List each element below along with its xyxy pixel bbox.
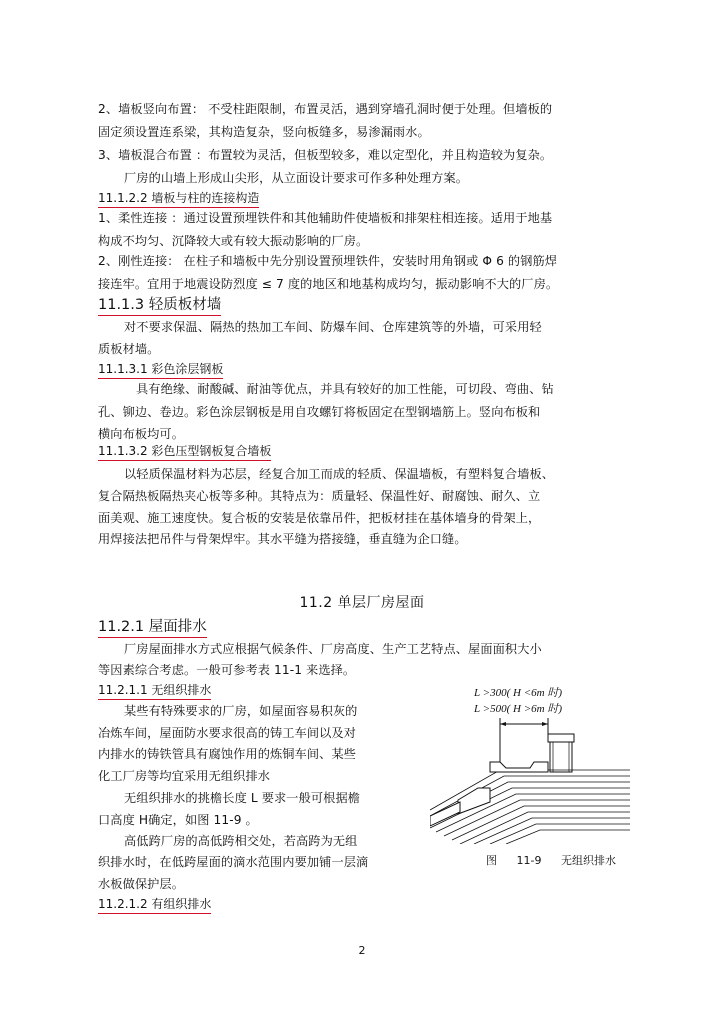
- text-line: 3、墙板混合布置 ：布置较为灵活，但板型较多，难以定型化，并且构造较为复杂。: [98, 148, 553, 162]
- text-line: 横向布板均可。: [98, 427, 185, 441]
- figure-caption: 图 11-9 无组织排水: [486, 854, 616, 867]
- text-line: 2、刚性连接： 在柱子和墙板中先分别设置预埋铁件，安装时用角钢或 Φ 6 的钢筋焊: [98, 254, 558, 268]
- text-line: 固定须设置连系梁，其构造复杂，竖向板缝多，易渗漏雨水。: [98, 125, 430, 139]
- subsection-heading-11-1-3-2: 11.1.3.2 彩色压型钢板复合墙板: [98, 443, 271, 461]
- text-line: 孔、铆边、卷边。彩色涂层钢板是用自攻螺钉将板固定在型钢墙筋上。竖向布板和: [98, 405, 541, 419]
- section-title-11-2: 11.2 单层厂房屋面: [299, 595, 425, 611]
- text-line: 以轻质保温材料为芯层，经复合加工而成的轻质、保温墙板，有塑料复合墙板、: [124, 467, 555, 481]
- text-line: 内排水的铸铁管具有腐蚀作用的炼铜车间、某些: [98, 747, 357, 761]
- subsection-heading-11-2-1-2: 11.2.1.2 有组织排水: [98, 896, 211, 914]
- text-line: 冶炼车间，屋面防水要求很高的铸工车间以及对: [98, 726, 357, 740]
- figure-label-2: L >500( H >6m 时): [474, 703, 562, 715]
- text-line: 织排水时，在低跨屋面的滴水范围内要加铺一层滴: [98, 855, 369, 869]
- text-line: 2、墙板竖向布置： 不受柱距限制，布置灵活，遇到穿墙孔洞时便于处理。但墙板的: [98, 102, 553, 116]
- subsection-heading-11-2-1-1: 11.2.1.1 无组织排水: [98, 682, 211, 700]
- section-heading-11-2-1: 11.2.1 屋面排水: [98, 618, 207, 638]
- section-heading-11-1-3: 11.1.3 轻质板材墙: [98, 296, 221, 316]
- text-line: 厂房屋面排水方式应根据气候条件、厂房高度、生产工艺特点、屋面面积大小: [124, 642, 542, 656]
- text-line: 某些有特殊要求的厂房，如屋面容易积灰的: [124, 704, 358, 718]
- text-line: 厂房的山墙上形成山尖形，从立面设计要求可作多种处理方案。: [124, 171, 469, 185]
- page-number: 2: [358, 944, 366, 957]
- text-line: 口高度 H确定，如图 11-9 。: [98, 813, 258, 827]
- text-line: 具有绝缘、耐酸碱、耐油等优点，并具有较好的加工性能，可切段、弯曲、钻: [136, 382, 554, 396]
- subsection-heading-11-1-3-1: 11.1.3.1 彩色涂层钢板: [98, 361, 223, 379]
- figure-11-9: [430, 684, 630, 844]
- text-line: 构成不均匀、沉降较大或有较大振动影响的厂房。: [98, 234, 369, 248]
- text-line: 质板材墙。: [98, 342, 160, 356]
- text-line: 复合隔热板隔热夹心板等多种。其特点为：质量轻、保温性好、耐腐蚀、耐久、立: [98, 489, 541, 503]
- text-line: 对不要求保温、隔热的热加工车间、防爆车间、仓库建筑等的外墙，可采用轻: [124, 320, 542, 334]
- text-line: 接连牢。宜用于地震设防烈度 ≤ 7 度的地区和地基构成均匀，振动影响不大的厂房。: [98, 277, 559, 291]
- text-line: 用焊接法把吊件与骨架焊牢。其水平缝为搭接缝，垂直缝为企口缝。: [98, 532, 467, 546]
- text-line: 无组织排水的挑檐长度 L 要求一般可根据檐: [124, 791, 361, 805]
- text-line: 化工厂房等均宜采用无组织排水: [98, 769, 271, 783]
- figure-label-1: L >300( H <6m 时): [474, 687, 562, 699]
- text-line: 高低跨厂房的高低跨相交处，若高跨为无组: [124, 834, 358, 848]
- text-line: 等因素综合考虑。一般可参考表 11-1 来选择。: [98, 663, 356, 677]
- text-line: 水板做保护层。: [98, 877, 185, 891]
- text-line: 面美观、施工速度快。复合板的安装是依靠吊件，把板材挂在基体墙身的骨架上，: [98, 511, 541, 525]
- eave-drawing: [430, 684, 630, 844]
- text-line: 1、柔性连接 ：通过设置预埋铁件和其他辅助件使墙板和排架柱相连接。适用于地基: [98, 211, 553, 225]
- subsection-heading-11-1-2-2: 11.1.2.2 墙板与柱的连接构造: [98, 190, 259, 208]
